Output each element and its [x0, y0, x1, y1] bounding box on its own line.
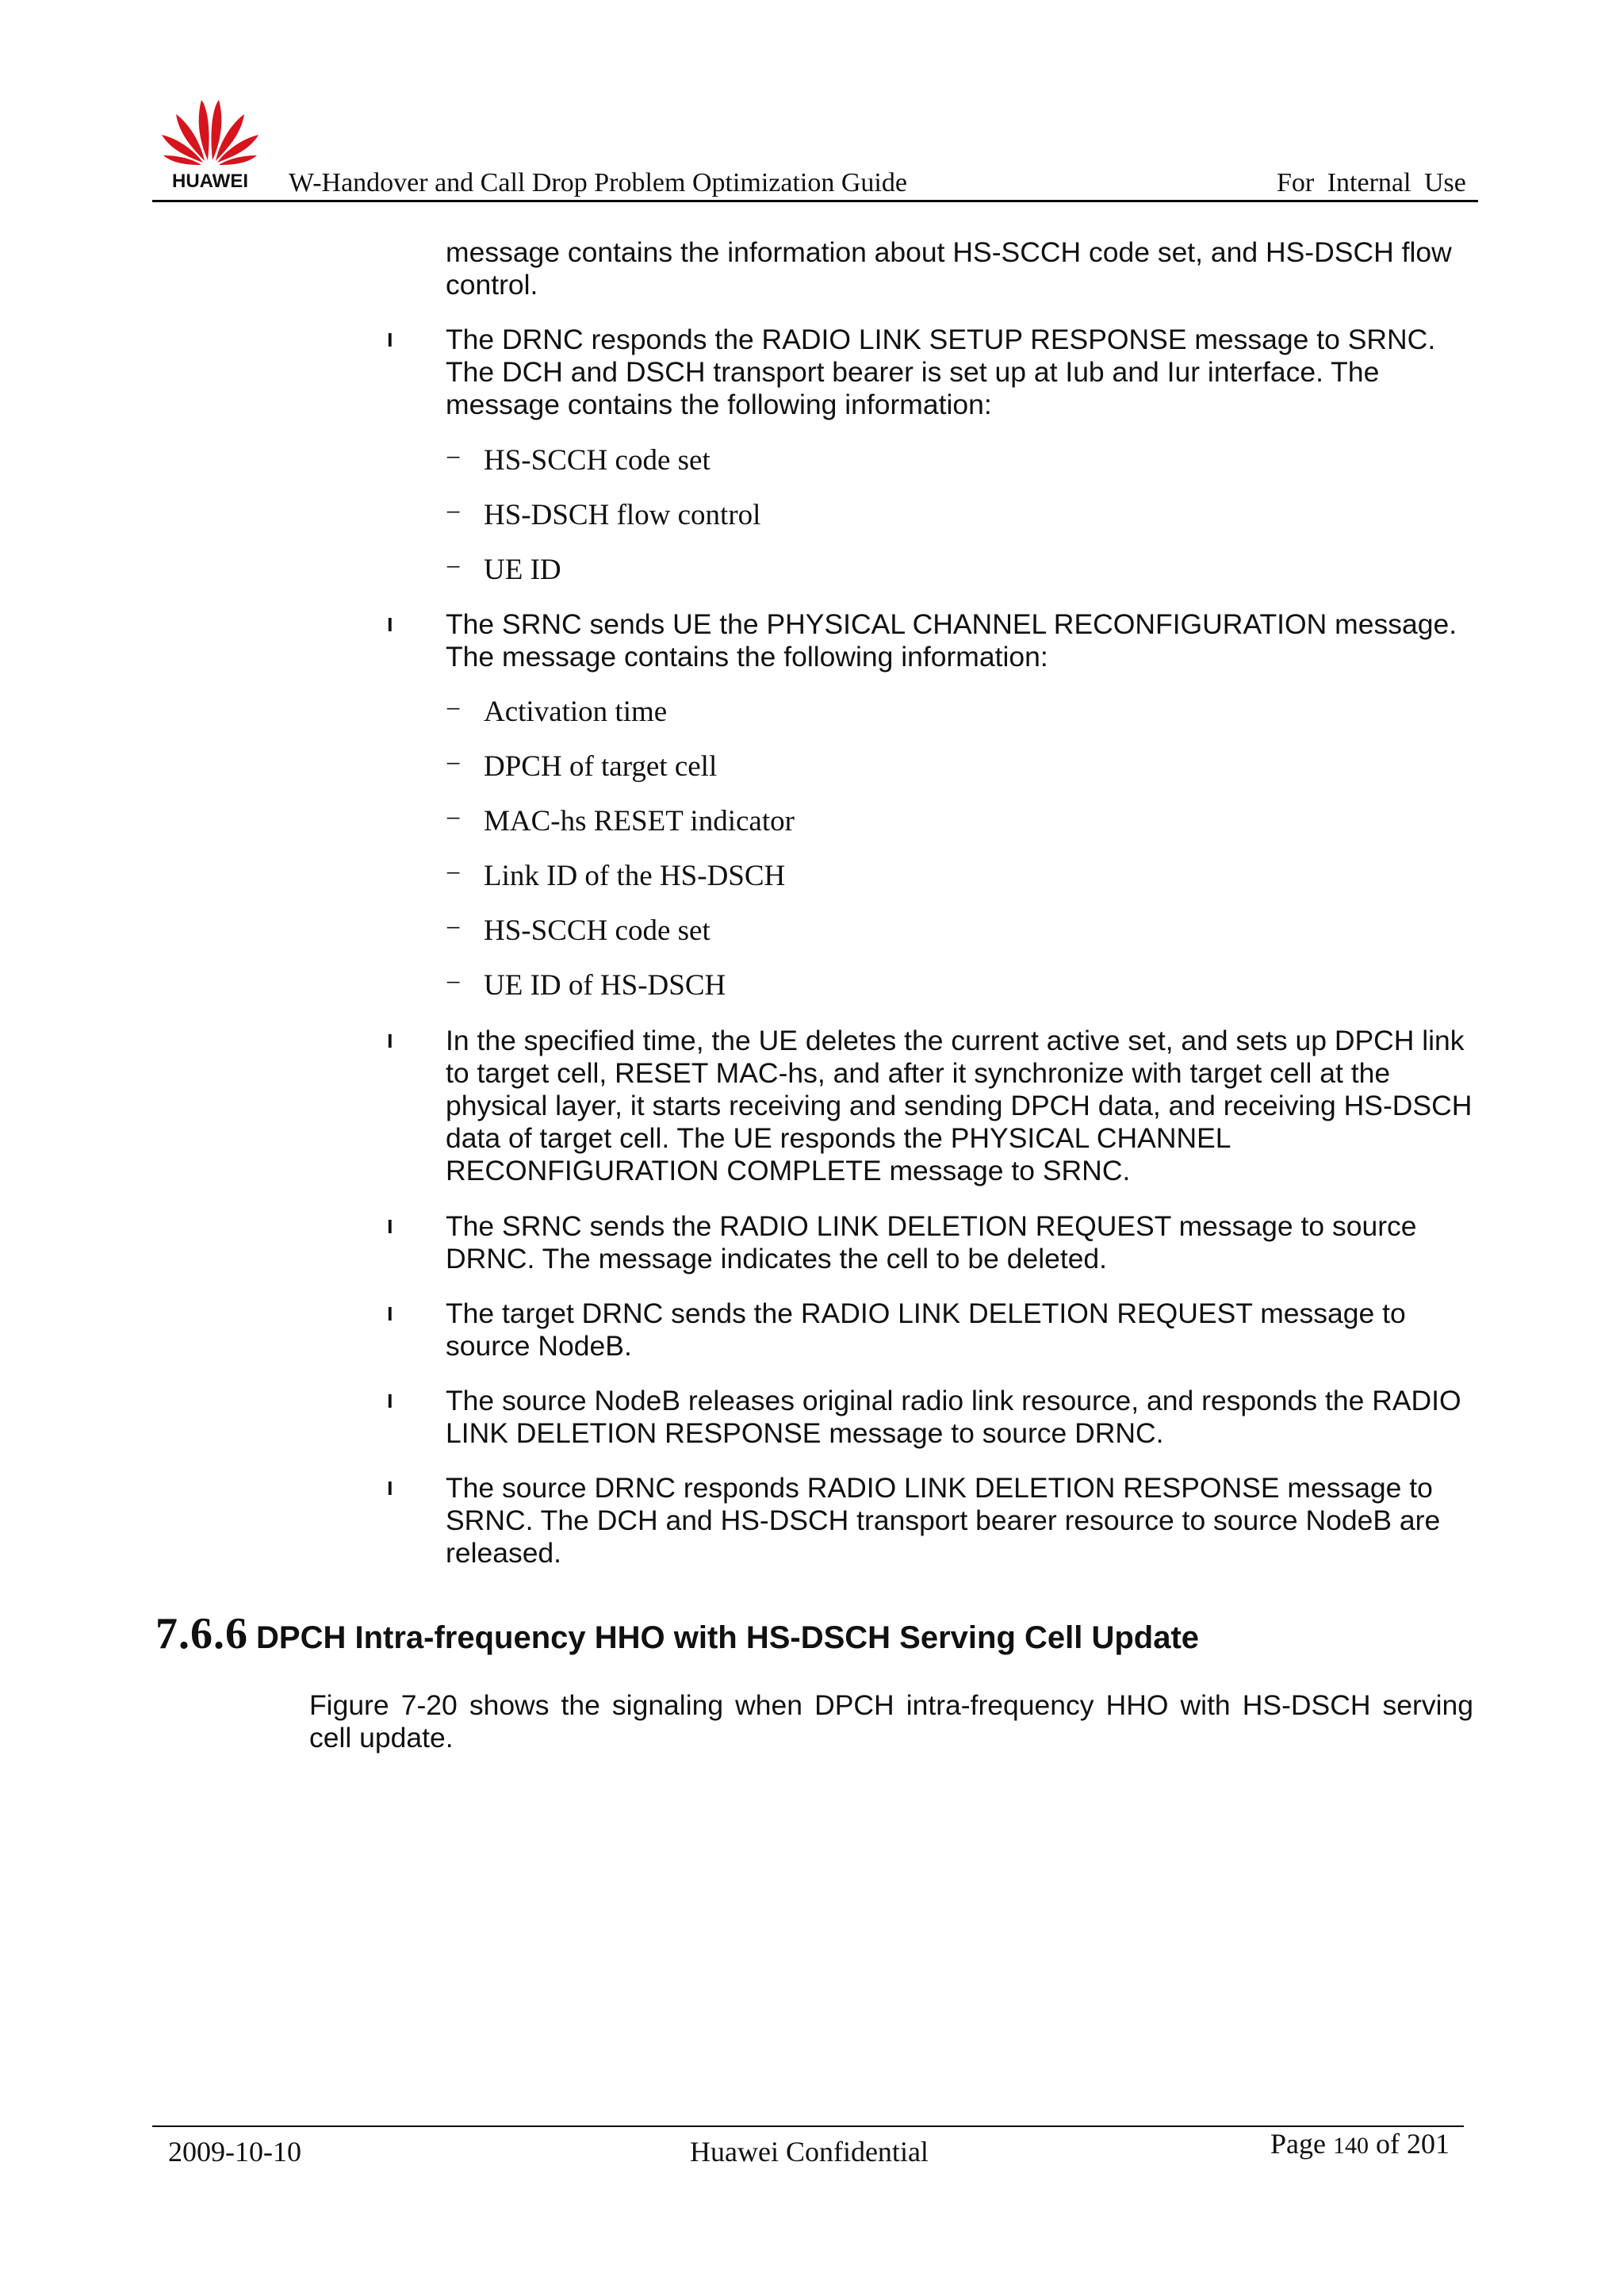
header-divider [152, 200, 1478, 202]
sub-list-item-text: HS-SCCH code set [484, 444, 710, 477]
dash-icon: − [446, 498, 462, 527]
bullet-icon: l [387, 1218, 393, 1238]
section-heading [155, 1608, 1199, 1659]
sub-list-item-text: Activation time [484, 696, 668, 728]
page-indicator [1270, 2127, 1450, 2160]
list-item: The SRNC sends UE the PHYSICAL CHANNEL RECONFIGURATION message. The message contains the following information: [446, 608, 1457, 673]
sub-list-item-text: Link ID of the HS-DSCH [484, 860, 786, 892]
classification-label: For Internal Use [1277, 168, 1466, 197]
dash-icon: − [446, 443, 462, 473]
of-word: of [1375, 2128, 1400, 2160]
dash-icon: − [446, 914, 462, 943]
dash-icon: − [446, 749, 462, 779]
page-number: 140 [1332, 2133, 1369, 2159]
sub-list-item-text: MAC-hs RESET indicator [484, 805, 795, 838]
sub-list-item-text: HS-SCCH code set [484, 914, 710, 947]
dash-icon: − [446, 695, 462, 724]
sub-list-item-text: DPCH of target cell [484, 750, 718, 783]
list-item: The SRNC sends the RADIO LINK DELETION REQUEST message to source DRNC. The message indicates the cell to be deleted. [446, 1210, 1417, 1274]
bullet-icon: l [387, 616, 393, 636]
section-number: 7.6.6 [155, 1609, 248, 1658]
huawei-logo-icon [155, 82, 265, 192]
dash-icon: − [446, 804, 462, 834]
huawei-logo-text: HUAWEI [172, 171, 248, 192]
bullet-icon: l [387, 1393, 393, 1412]
sub-list-item-text: HS-DSCH flow control [484, 499, 761, 531]
paragraph-continuation: message contains the information about HS-SCCH code set, and HS-DSCH flow control. [446, 236, 1452, 301]
list-item: In the specified time, the UE deletes the current active set, and sets up DPCH link to target cell, RESET MAC-hs, and after it synchronize with target cell at the physical layer, it starts receiving and sending DPCH data, and receiving HS-DSCH data of target cell. The UE responds the PHYSICAL CHANNEL RECONFIGURATION COMPLETE message to SRNC. [446, 1025, 1473, 1186]
footer-date: 2009-10-10 [168, 2136, 301, 2168]
document-title: W-Handover and Call Drop Problem Optimization Guide [289, 168, 907, 197]
huawei-logo [155, 82, 265, 192]
sub-list-item-text: UE ID of HS-DSCH [484, 969, 726, 1002]
sub-list-item-text: UE ID [484, 554, 561, 586]
section-title: DPCH Intra-frequency HHO with HS-DSCH Serving Cell Update [256, 1620, 1200, 1655]
bullet-icon: l [387, 1480, 393, 1500]
page-word: Page [1270, 2128, 1326, 2160]
footer-divider [152, 2125, 1464, 2127]
bullet-icon: l [387, 1305, 393, 1325]
list-item: The DRNC responds the RADIO LINK SETUP RESPONSE message to SRNC. The DCH and DSCH transport bearer is set up at Iub and Iur interface. The message contains the following information: [446, 324, 1436, 420]
total-pages: 201 [1406, 2128, 1450, 2160]
dash-icon: − [446, 859, 462, 888]
list-item: The source DRNC responds RADIO LINK DELETION RESPONSE message to SRNC. The DCH and HS-DSCH transport bearer resource to source NodeB are released. [446, 1472, 1441, 1569]
dash-icon: − [446, 968, 462, 998]
footer-confidential: Huawei Confidential [690, 2136, 929, 2168]
bullet-icon: l [387, 1033, 393, 1052]
list-item: The target DRNC sends the RADIO LINK DELETION REQUEST message to source NodeB. [446, 1297, 1406, 1362]
bullet-icon: l [387, 332, 393, 351]
dash-icon: − [446, 553, 462, 582]
section-intro-paragraph: Figure 7-20 shows the signaling when DPCH intra-frequency HHO with HS-DSCH serving cell update. [309, 1689, 1473, 1754]
list-item: The source NodeB releases original radio link resource, and responds the RADIO LINK DELETION RESPONSE message to source DRNC. [446, 1385, 1461, 1449]
